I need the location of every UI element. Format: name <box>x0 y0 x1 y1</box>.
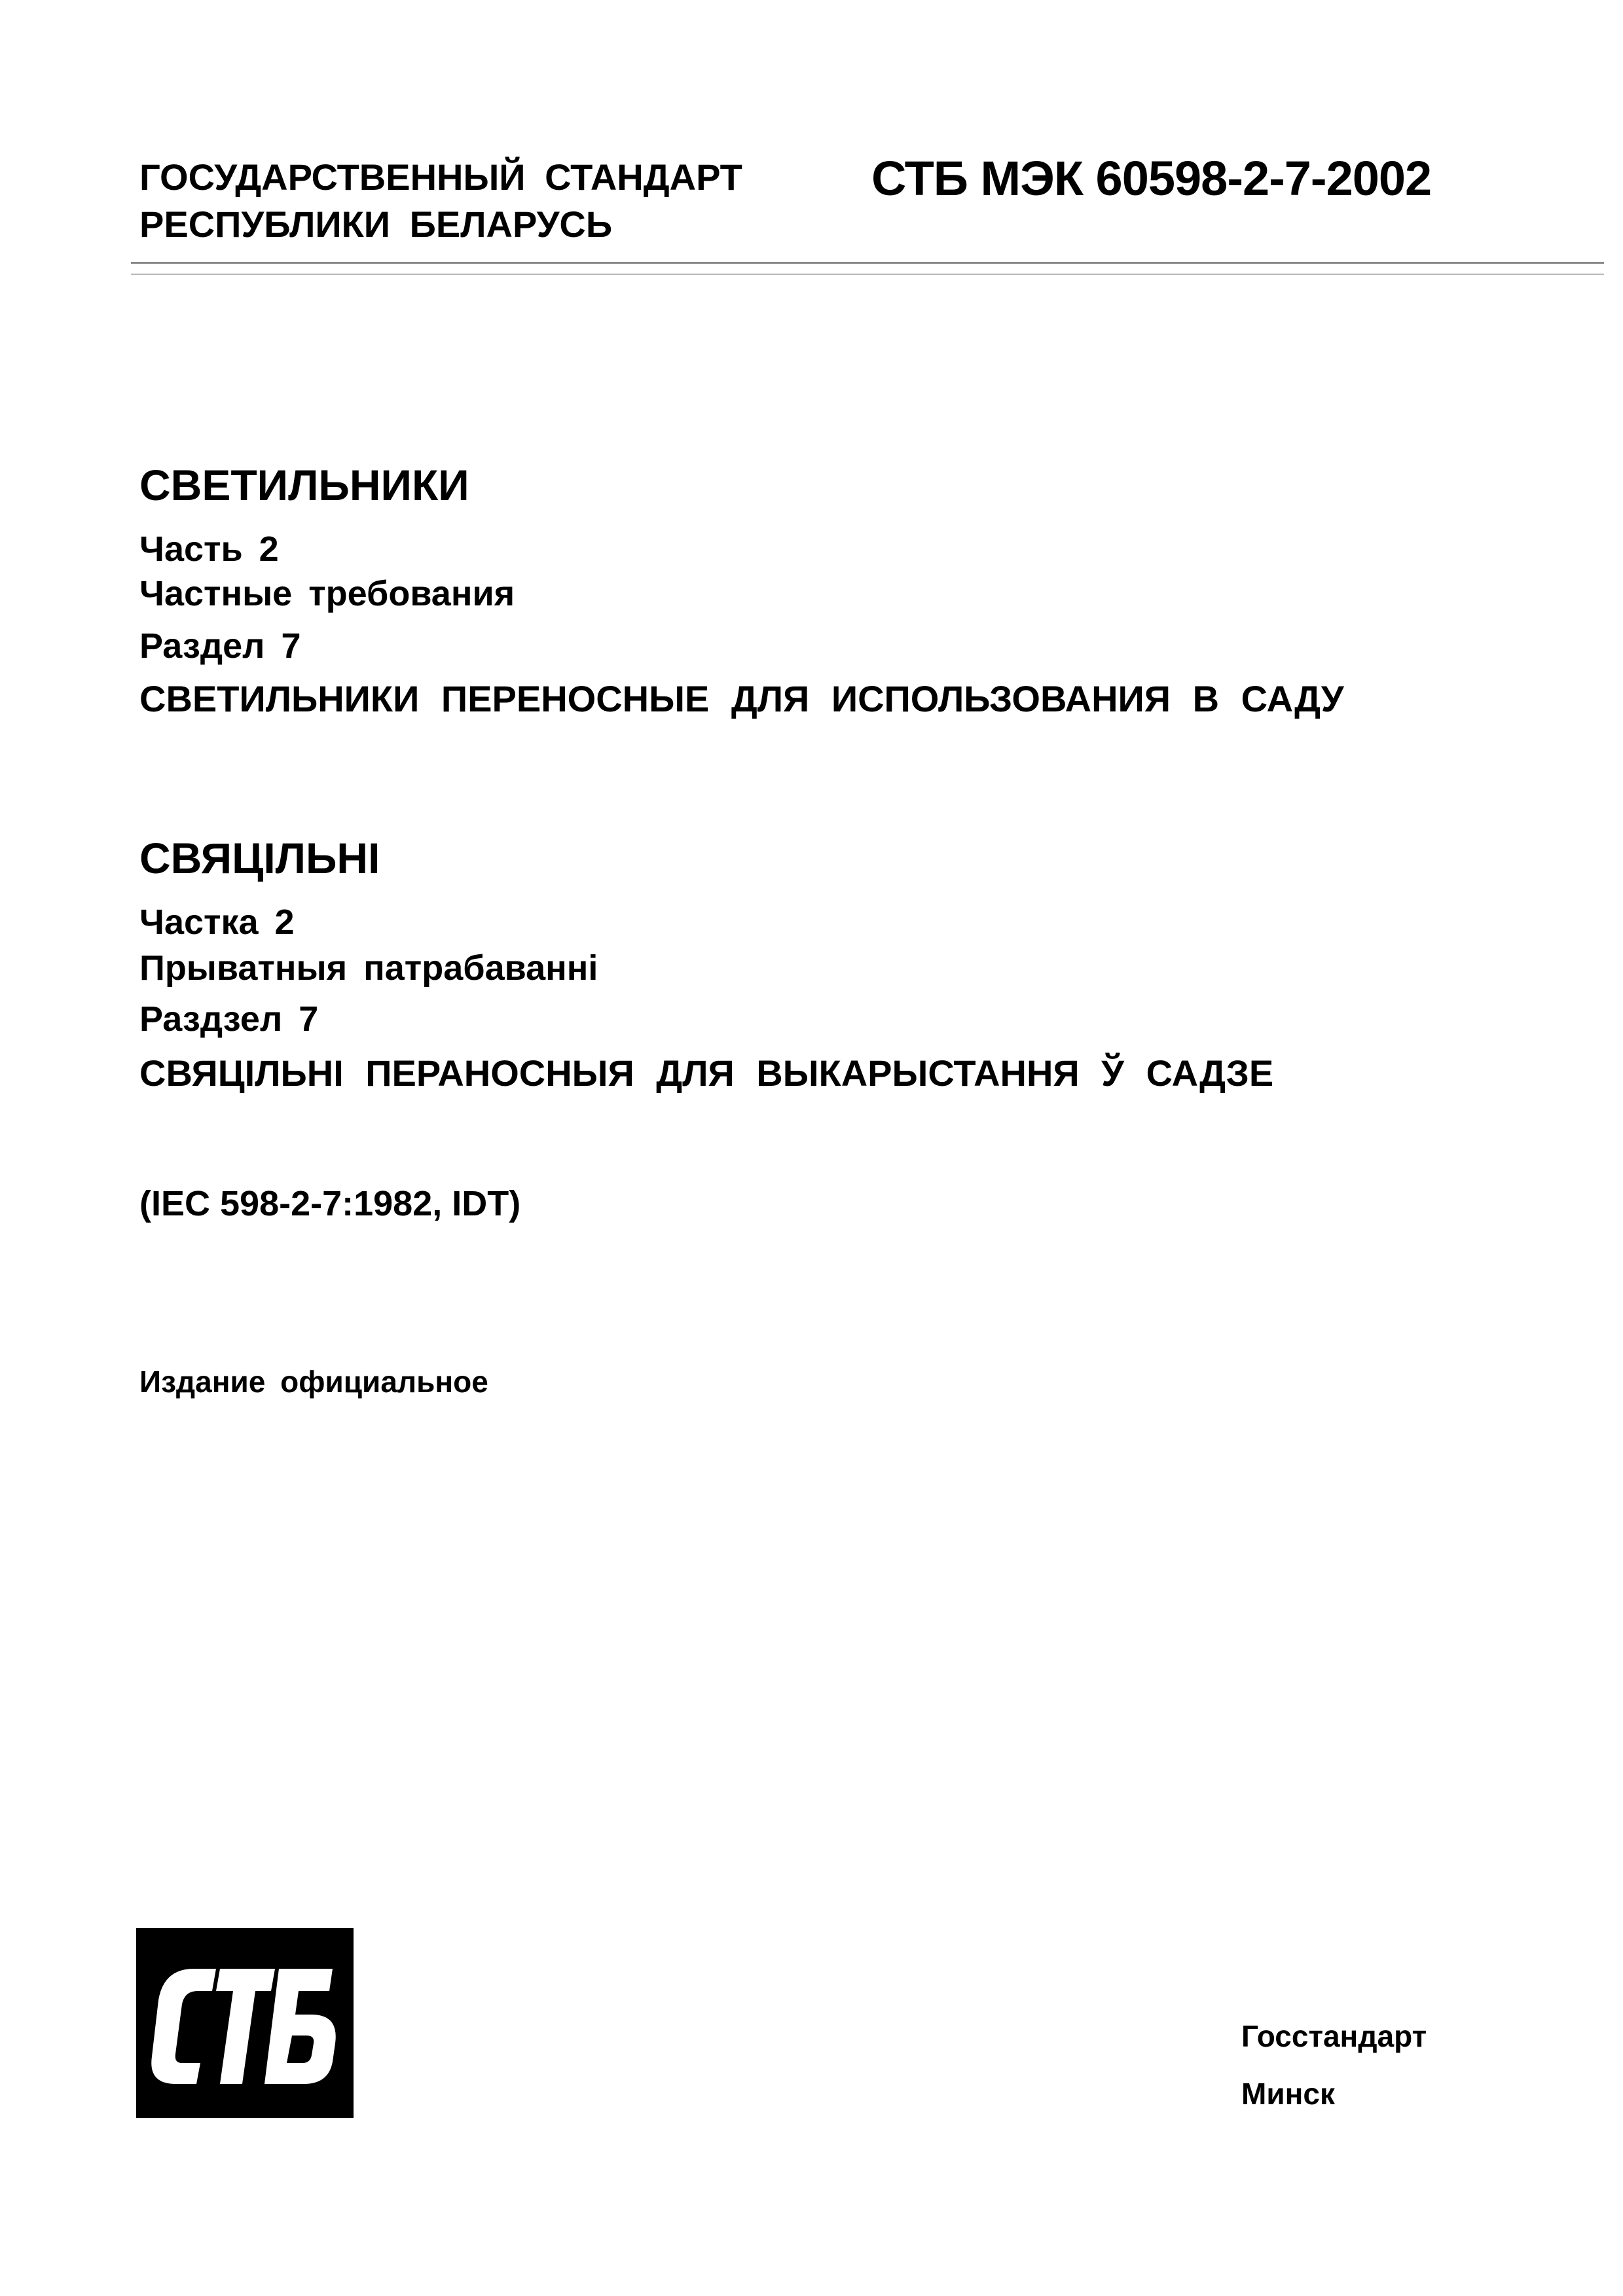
edition-note: Издание официальное <box>139 1365 488 1399</box>
ru-subtitle: СВЕТИЛЬНИКИ ПЕРЕНОСНЫЕ ДЛЯ ИСПОЛЬЗОВАНИЯ В САДУ <box>139 678 1344 719</box>
header-divider-secondary <box>131 274 1604 275</box>
ru-title: СВЕТИЛЬНИКИ <box>139 461 469 509</box>
stb-logo-icon <box>136 1928 354 2118</box>
by-section: Раздзел 7 <box>139 999 319 1039</box>
city: Минск <box>1241 2077 1335 2111</box>
ru-section: Раздел 7 <box>139 626 301 666</box>
header-line-1: ГОСУДАРСТВЕННЫЙ СТАНДАРТ <box>139 156 742 198</box>
header-organization <box>139 154 742 248</box>
by-subtitle: СВЯЦІЛЬНІ ПЕРАНОСНЫЯ ДЛЯ ВЫКАРЫСТАННЯ Ў САДЗЕ <box>139 1052 1274 1094</box>
publisher: Госстандарт <box>1241 2019 1427 2053</box>
standard-number: СТБ МЭК 60598-2-7-2002 <box>871 151 1432 206</box>
stb-logo-graphic <box>136 1928 354 2118</box>
by-title: СВЯЦІЛЬНІ <box>139 834 380 882</box>
ru-part: Часть 2 <box>139 529 279 569</box>
by-part: Частка 2 <box>139 903 295 942</box>
by-requirements: Прыватныя патрабаванні <box>139 948 598 988</box>
iec-reference: (IEC 598-2-7:1982, IDT) <box>139 1184 521 1223</box>
header-divider <box>131 262 1604 264</box>
header-line-2: РЕСПУБЛИКИ БЕЛАРУСЬ <box>139 204 613 245</box>
ru-requirements: Частные требования <box>139 574 515 613</box>
